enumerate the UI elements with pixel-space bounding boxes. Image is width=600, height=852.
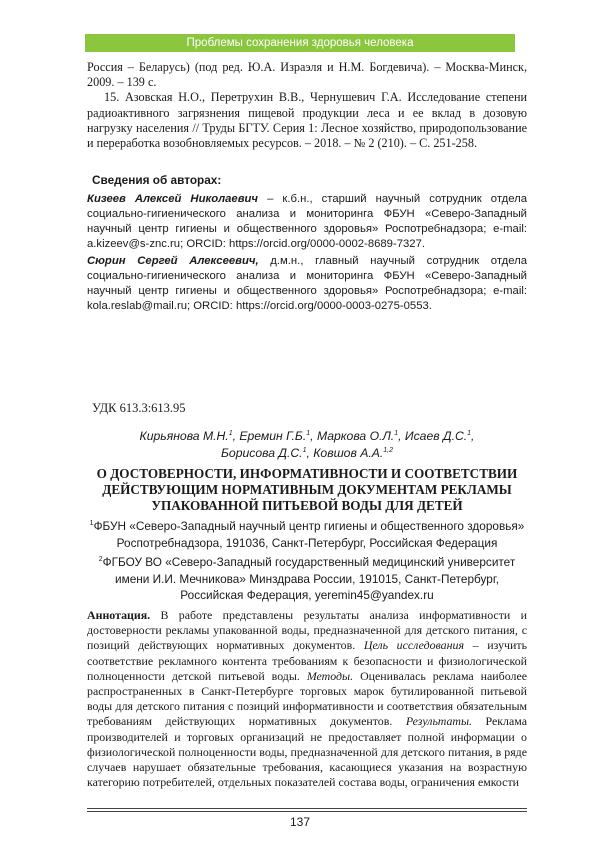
- article-authors-line-2: [87, 445, 527, 462]
- affiliation-2: [87, 554, 527, 604]
- journal-section-header: Проблемы сохранения здоровья человека: [85, 34, 515, 52]
- author-2-details: д.м.н., главный научный сотрудник отдела социально-гигиенического анализа и мониторинга ФБУН «Северо-Западный научный центр гигиены и общественного здоровья» Роспотребнадзора; e-mail: kola.reslab@mail.ru; ORCID: https://orcid.org/0000-0003-0275-0553.: [87, 255, 528, 312]
- author-name: , Еремин Г.Б.: [232, 429, 307, 443]
- abstract-text: – изучить соответствие рекламного контента требованиям к безопасности и физиологической полноценности детской питьевой воды.: [87, 638, 527, 683]
- author-info-2: [87, 254, 527, 314]
- affiliation-1: [87, 518, 527, 551]
- affiliation-sup: 1: [89, 520, 94, 528]
- affiliation-text: ФГБОУ ВО «Северо-Западный государственный медицинский университет имени И.И. Мечникова» Минздрава России, 191015, Санкт-Петербург, Российская Федерация, yeremin45@yandex.ru: [102, 555, 516, 602]
- author-affil-sup: 1: [302, 446, 307, 454]
- article-title-line: УПАКОВАННОЙ ПИТЬЕВОЙ ВОДЫ ДЛЯ ДЕТЕЙ: [151, 498, 463, 514]
- affiliation-sup: 2: [98, 556, 103, 564]
- references-continuation: [87, 60, 527, 151]
- udk-code: УДК 613.3:613.95: [92, 401, 186, 415]
- article-title-line: ДЕЙСТВУЮЩИМ НОРМАТИВНЫМ ДОКУМЕНТАМ РЕКЛАМЫ: [102, 482, 512, 498]
- author-separator: ,: [471, 429, 475, 443]
- abstract-goal-label: Цель исследования: [363, 638, 465, 653]
- author-affil-sup: 1: [394, 429, 399, 437]
- abstract-label: Аннотация.: [87, 608, 151, 622]
- abstract-paragraph: [87, 608, 527, 790]
- abstract: [87, 608, 527, 790]
- author-affil-sup: 1: [467, 429, 472, 437]
- author-affil-sup: 1: [306, 429, 311, 437]
- author-affil-sup: 1,2: [383, 446, 393, 454]
- abstract-methods-label: Методы.: [306, 668, 354, 683]
- article-authors-line-1: [87, 428, 527, 445]
- footer-rule-bottom: [87, 811, 527, 812]
- author-2-name: Сюрин Сергей Алексеевич,: [87, 255, 259, 267]
- author-name: , Исаев Д.С.: [398, 429, 468, 443]
- article-title-line: О ДОСТОВЕРНОСТИ, ИНФОРМАТИВНОСТИ И СООТВЕТСТВИИ: [96, 466, 518, 481]
- abstract-text: Оценивалась реклама наиболее распространенных в Санкт-Петербурге торговых марок бутилированной питьевой воды для детского питания с позиций информативности и соответствия обязательным требованиям действующих нормативных документов.: [87, 668, 528, 729]
- abstract-results-label: Результаты.: [405, 714, 473, 729]
- abstract-text: Реклама производителей и торговых организаций не предоставляет полной информации о физиологической полноценности воды, предназначенной для детского питания, в ряде случаев нарушает обязательные требования, касающиеся указания на возрастную категорию потребителей, отдельных показателей состава воды, ограничения емкости: [87, 714, 527, 790]
- author-name: , Маркова О.Л.: [310, 429, 395, 443]
- reference-tail: Россия – Беларусь) (под ред. Ю.А. Израэля и Н.М. Богдевича). – Москва-Минск, 2009. – 139 с.: [87, 60, 527, 90]
- reference-item-15: 15. Азовская Н.О., Перетрухин В.В., Чернушевич Г.А. Исследование степени радиоактивного загрязнения пищевой продукции леса и ее вклад в дозовую нагрузку населения // Труды БГТУ. Серия 1: Лесное хозяйство, природопользование и переработка возобновляемых ресурсов. – 2018. – № 2 (210). – С. 251-258.: [87, 90, 527, 151]
- authors-info-heading: Сведения об авторах:: [92, 173, 222, 187]
- page-number: 137: [289, 815, 311, 829]
- article-title: [87, 466, 527, 515]
- author-name: Кирьянова М.Н.: [139, 429, 229, 443]
- author-affil-sup: 1: [228, 429, 233, 437]
- author-name: Борисова Д.С.: [221, 446, 303, 460]
- author-1-name: Кизеев Алексей Николаевич: [87, 193, 259, 205]
- abstract-text: В работе представлены результаты анализа информативности и достоверности рекламы упакованной воды, предназначенной для детского питания, с позиций действующих нормативных документов.: [87, 608, 527, 653]
- author-1-details: – к.б.н., старший научный сотрудник отдела социально-гигиенического анализа и мониторинга ФБУН «Северо-Западный научный центр гигиены и общественного здоровья» Роспотребнадзора; e-mail: a.kizeev@s-znc.ru; ORCID: https://orcid.org/0000-0002-8689-7327.: [87, 193, 527, 250]
- author-name: , Ковшов А.А.: [306, 446, 384, 460]
- author-info-1: [87, 192, 527, 252]
- footer-rule-top: [87, 808, 527, 809]
- affiliation-text: ФБУН «Северо-Западный научный центр гигиены и общественного здоровья» Роспотребнадзора, 191036, Санкт-Петербург, Российская Федерация: [93, 519, 525, 550]
